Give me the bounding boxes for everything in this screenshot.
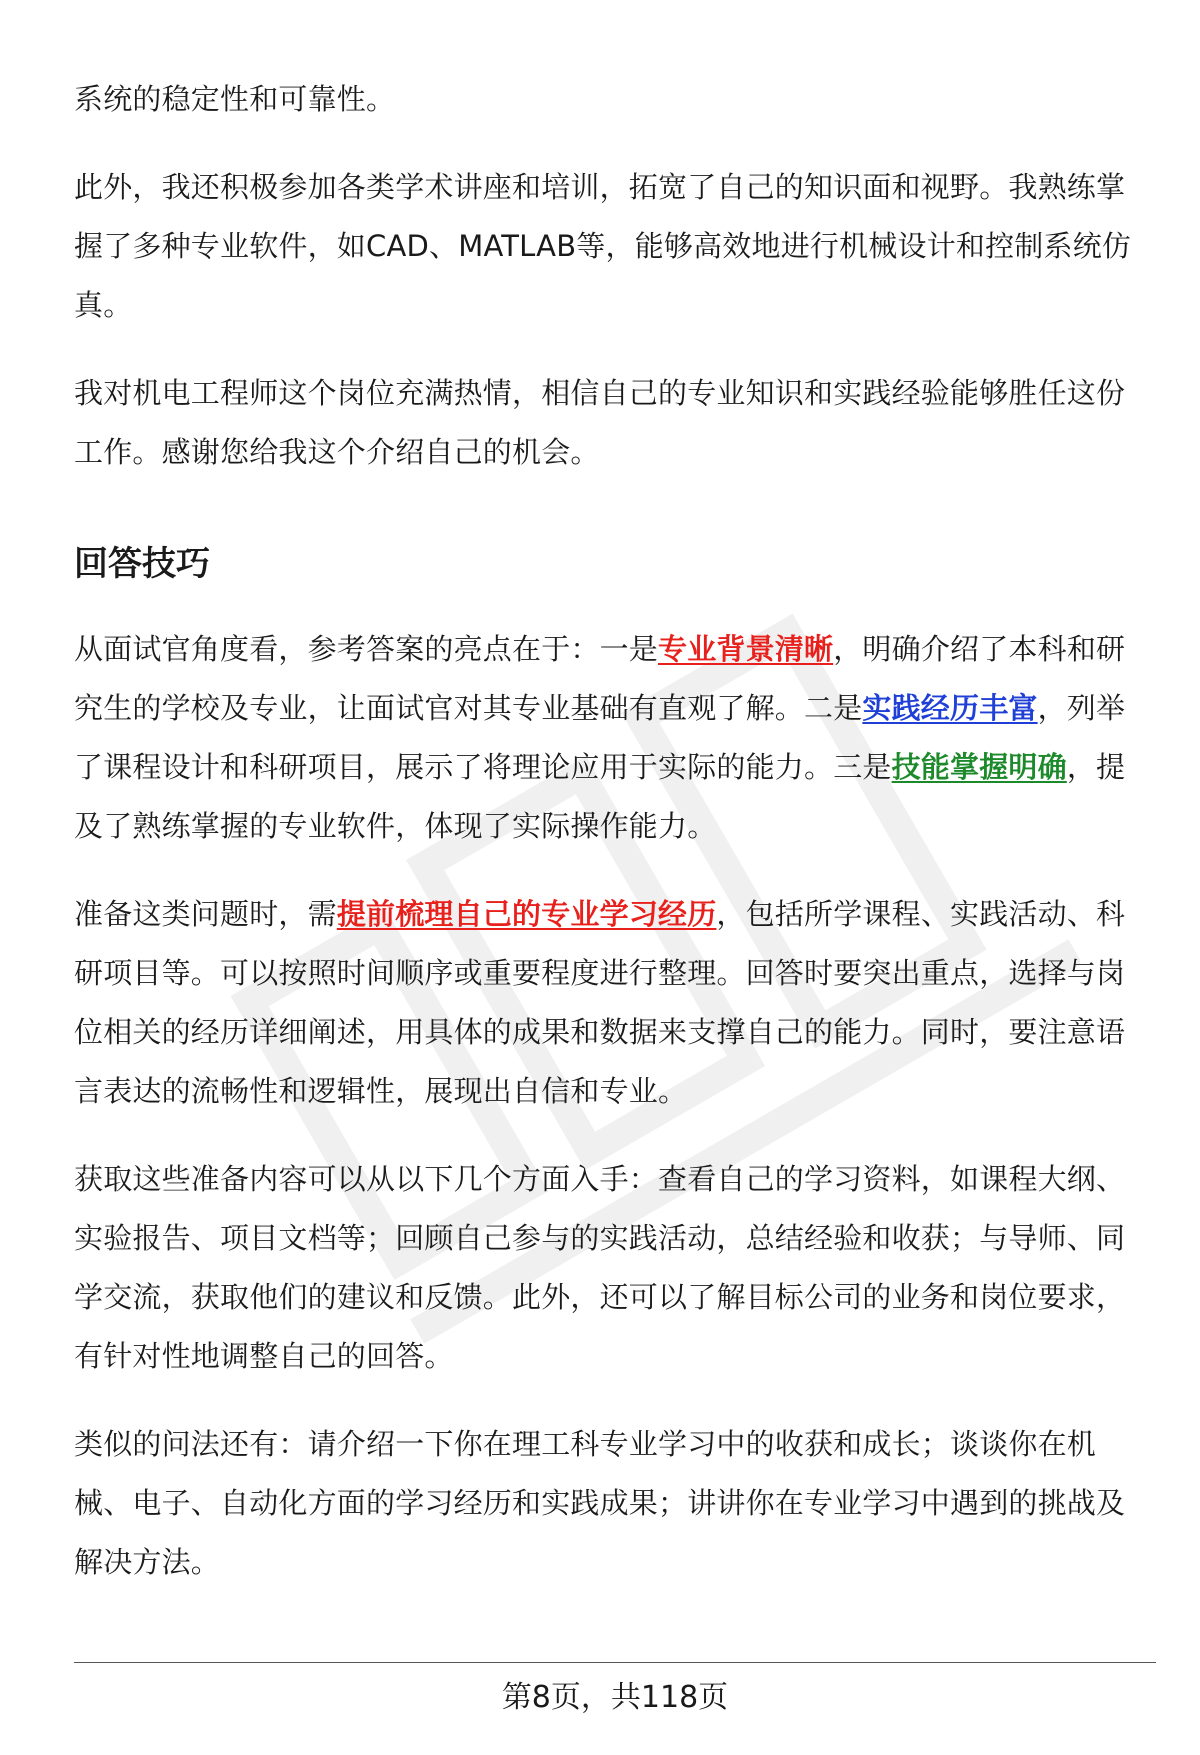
paragraph-enthusiasm: 我对机电工程师这个岗位充满热情，相信自己的专业知识和实践经验能够胜任这份工作。感谢您给我这个介绍自己的机会。 xyxy=(74,376,1126,469)
document-page xyxy=(74,70,1154,1592)
highlight-practical-experience: 实践经历丰富 xyxy=(862,691,1038,725)
text-segment: ，明确介绍了本科和研究生的学校及专业，让面试官对其专业基础有直观了解。二是 xyxy=(74,632,1126,725)
page-number: 第8页，共118页 xyxy=(501,1680,729,1715)
footer-divider xyxy=(74,1662,1156,1663)
highlight-sort-experience: 提前梳理自己的专业学习经历 xyxy=(336,897,717,931)
text-segment: ，包括所学课程、实践活动、科研项目等。可以按照时间顺序或重要程度进行整理。回答时要突出重点，选择与岗位相关的经历详细阐述，用具体的成果和数据来支撑自己的能力。同时，要注意语言表达的流畅性和逻辑性，展现出自信和专业。 xyxy=(74,897,1126,1108)
paragraph-lectures-software: 此外，我还积极参加各类学术讲座和培训，拓宽了自己的知识面和视野。我熟练掌握了多种专业软件，如CAD、MATLAB等，能够高效地进行机械设计和控制系统仿真。 xyxy=(74,170,1132,322)
section-title: 回答技巧 xyxy=(74,544,210,584)
highlight-skills: 技能掌握明确 xyxy=(891,750,1067,784)
text-segment: ，列举了课程设计和科研项目，展示了将理论应用于实际的能力。三是 xyxy=(74,691,1126,784)
paragraph-stability: 系统的稳定性和可靠性。 xyxy=(74,82,396,116)
paragraph-sources: 获取这些准备内容可以从以下几个方面入手：查看自己的学习资料，如课程大纲、实验报告、项目文档等；回顾自己参与的实践活动，总结经验和收获；与导师、同学交流，获取他们的建议和反馈。此外，还可以了解目标公司的业务和岗位要求，有针对性地调整自己的回答。 xyxy=(74,1162,1126,1373)
paragraph-preparation xyxy=(74,885,1154,1121)
paragraph-similar-questions: 类似的问法还有：请介绍一下你在理工科专业学习中的收获和成长；谈谈你在机械、电子、自动化方面的学习经历和实践成果；讲讲你在专业学习中遇到的挑战及解决方法。 xyxy=(74,1427,1126,1579)
paragraph-highlights xyxy=(74,620,1154,856)
text-segment: ，提及了熟练掌握的专业软件，体现了实际操作能力。 xyxy=(74,750,1126,843)
text-segment: 准备这类问题时，需 xyxy=(74,897,337,931)
text-segment: 从面试官角度看，参考答案的亮点在于：一是 xyxy=(74,632,659,666)
highlight-professional-background: 专业背景清晰 xyxy=(658,632,834,666)
